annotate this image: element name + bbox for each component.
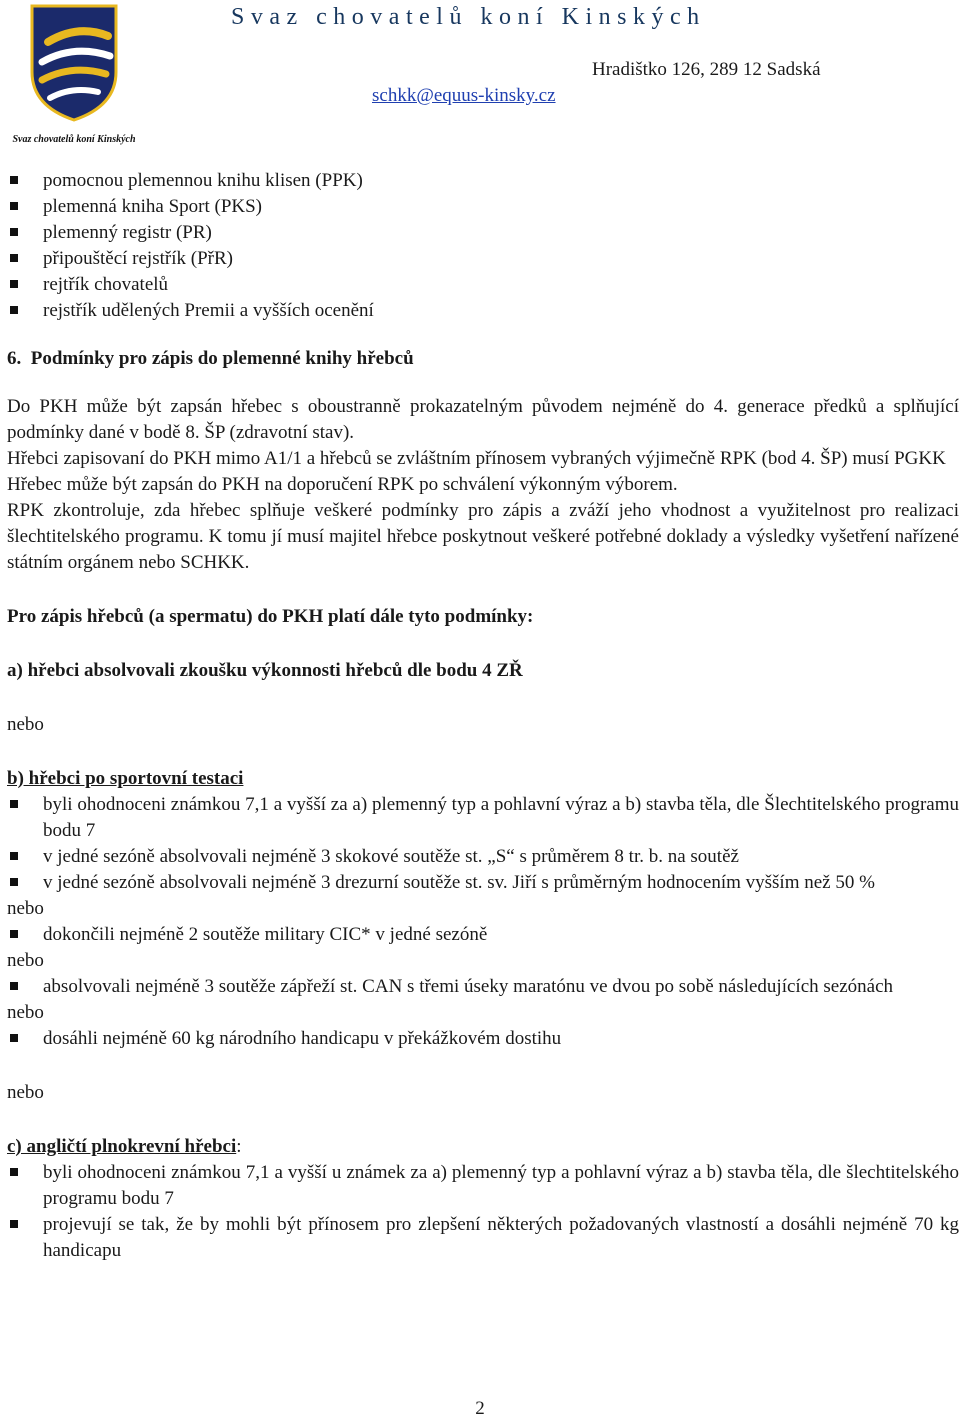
list-item: byli ohodnoceni známkou 7,1 a vyšší za a) plemenný typ a pohlavní výraz a b) stavba těla, dle Šlechtitelského programu bodu 7 [7,792,959,844]
or-label: nebo [7,1082,44,1103]
or-label: nebo [7,1002,44,1023]
organization-title: Svaz chovatelů koní Kinských [231,4,706,30]
list-item: projevují se tak, že by mohli být přínosem pro zlepšení některých požadovaných vlastností a dosáhli nejméně 70 kg handicapu [7,1212,959,1264]
list-item: dosáhli nejméně 60 kg národního handicapu v překážkovém dostihu [7,1026,959,1052]
condition-c-colon: : [236,1136,242,1157]
list-item: pomocnou plemennou knihu klisen (PPK) [7,168,959,194]
bullet-square-icon [10,280,18,288]
condition-a: a) hřebci absolvovali zkoušku výkonnosti hřebců dle bodu 4 ZŘ [7,660,523,681]
condition-c-title-line [7,1134,959,1160]
bullet-square-icon [10,254,18,262]
bullet-square-icon [10,228,18,236]
list-item: dokončili nejméně 2 soutěže military CIC* v jedné sezóně [7,922,959,948]
or-label: nebo [7,714,44,735]
logo-caption: Svaz chovatelů koní Kinských [12,134,136,145]
condition-c-list [7,1160,959,1264]
bullet-square-icon [10,982,18,990]
list-item: absolvovali nejméně 3 soutěže zápřeží st. CAN s třemi úseky maratónu ve dvou po sobě následujících sezónách [7,974,959,1000]
list-item: připouštěcí rejstřík (PřR) [7,246,959,272]
condition-c-title: c) angličtí plnokrevní hřebci [7,1136,237,1157]
bullet-square-icon [10,930,18,938]
condition-b-title: b) hřebci po sportovní testaci [7,768,244,789]
organization-address: Hradištko 126, 289 12 Sadská [592,59,821,80]
or-label: nebo [7,950,44,971]
condition-b-military-list [7,922,959,948]
bullet-square-icon [10,800,18,808]
bullet-square-icon [10,1168,18,1176]
bullet-square-icon [10,176,18,184]
bullet-square-icon [10,202,18,210]
list-item: plemenný registr (PR) [7,220,959,246]
list-item: plemenná kniha Sport (PKS) [7,194,959,220]
condition-b-list [7,792,959,896]
paragraph: Hřebec může být zapsán do PKH na doporučení RPK po schválení výkonným výborem. [7,474,678,495]
or-label: nebo [7,898,44,919]
paragraph: RPK zkontroluje, zda hřebec splňuje veškeré podmínky pro zápis a zváží jeho vhodnost a využitelnost pro realizaci šlechtitelského programu. K tomu jí musí majitel hřebce poskytnout veškeré potřebné doklady a výsledky vyšetření nařízené státním orgánem nebo SCHKK. [7,500,959,573]
section-heading: 6. Podmínky pro zápis do plemenné knihy hřebců [7,348,414,369]
paragraph: Do PKH může být zapsán hřebec s oboustranně prokazatelným původem nejméně do 4. generace předků a splňující podmínky dané v bodě 8. ŠP (zdravotní stav). [7,396,959,443]
condition-b-driving-list [7,974,959,1000]
association-logo [8,2,140,146]
bullet-square-icon [10,306,18,314]
paragraph: Hřebci zapisovaní do PKH mimo A1/1 a hřebců se zvláštním přínosem vybraných výjimečně RPK (bod 4. ŠP) musí PGKK [7,448,946,469]
page-number: 2 [475,1398,485,1419]
breeding-books-list [7,168,959,324]
list-item: rejstřík udělených Premii a vyšších ocenění [7,298,959,324]
condition-b-racing-list [7,1026,959,1052]
bullet-square-icon [10,1220,18,1228]
bullet-square-icon [10,878,18,886]
organization-email-link[interactable]: schkk@equus-kinsky.cz [372,85,556,106]
bullet-square-icon [10,852,18,860]
conditions-heading: Pro zápis hřebců (a spermatu) do PKH platí dále tyto podmínky: [7,606,534,627]
list-item: byli ohodnoceni známkou 7,1 a vyšší u známek za a) plemenný typ a pohlavní výraz a b) stavba těla, dle šlechtitelského programu bodu 7 [7,1160,959,1212]
list-item: rejtřík chovatelů [7,272,959,298]
bullet-square-icon [10,1034,18,1042]
list-item: v jedné sezóně absolvovali nejméně 3 skokové soutěže st. „S“ s průměrem 8 tr. b. na soutěž [7,844,959,870]
document-content [7,168,959,1264]
list-item: v jedné sezóně absolvovali nejméně 3 drezurní soutěže st. sv. Jiří s průměrným hodnocením vyšším než 50 % [7,870,959,896]
